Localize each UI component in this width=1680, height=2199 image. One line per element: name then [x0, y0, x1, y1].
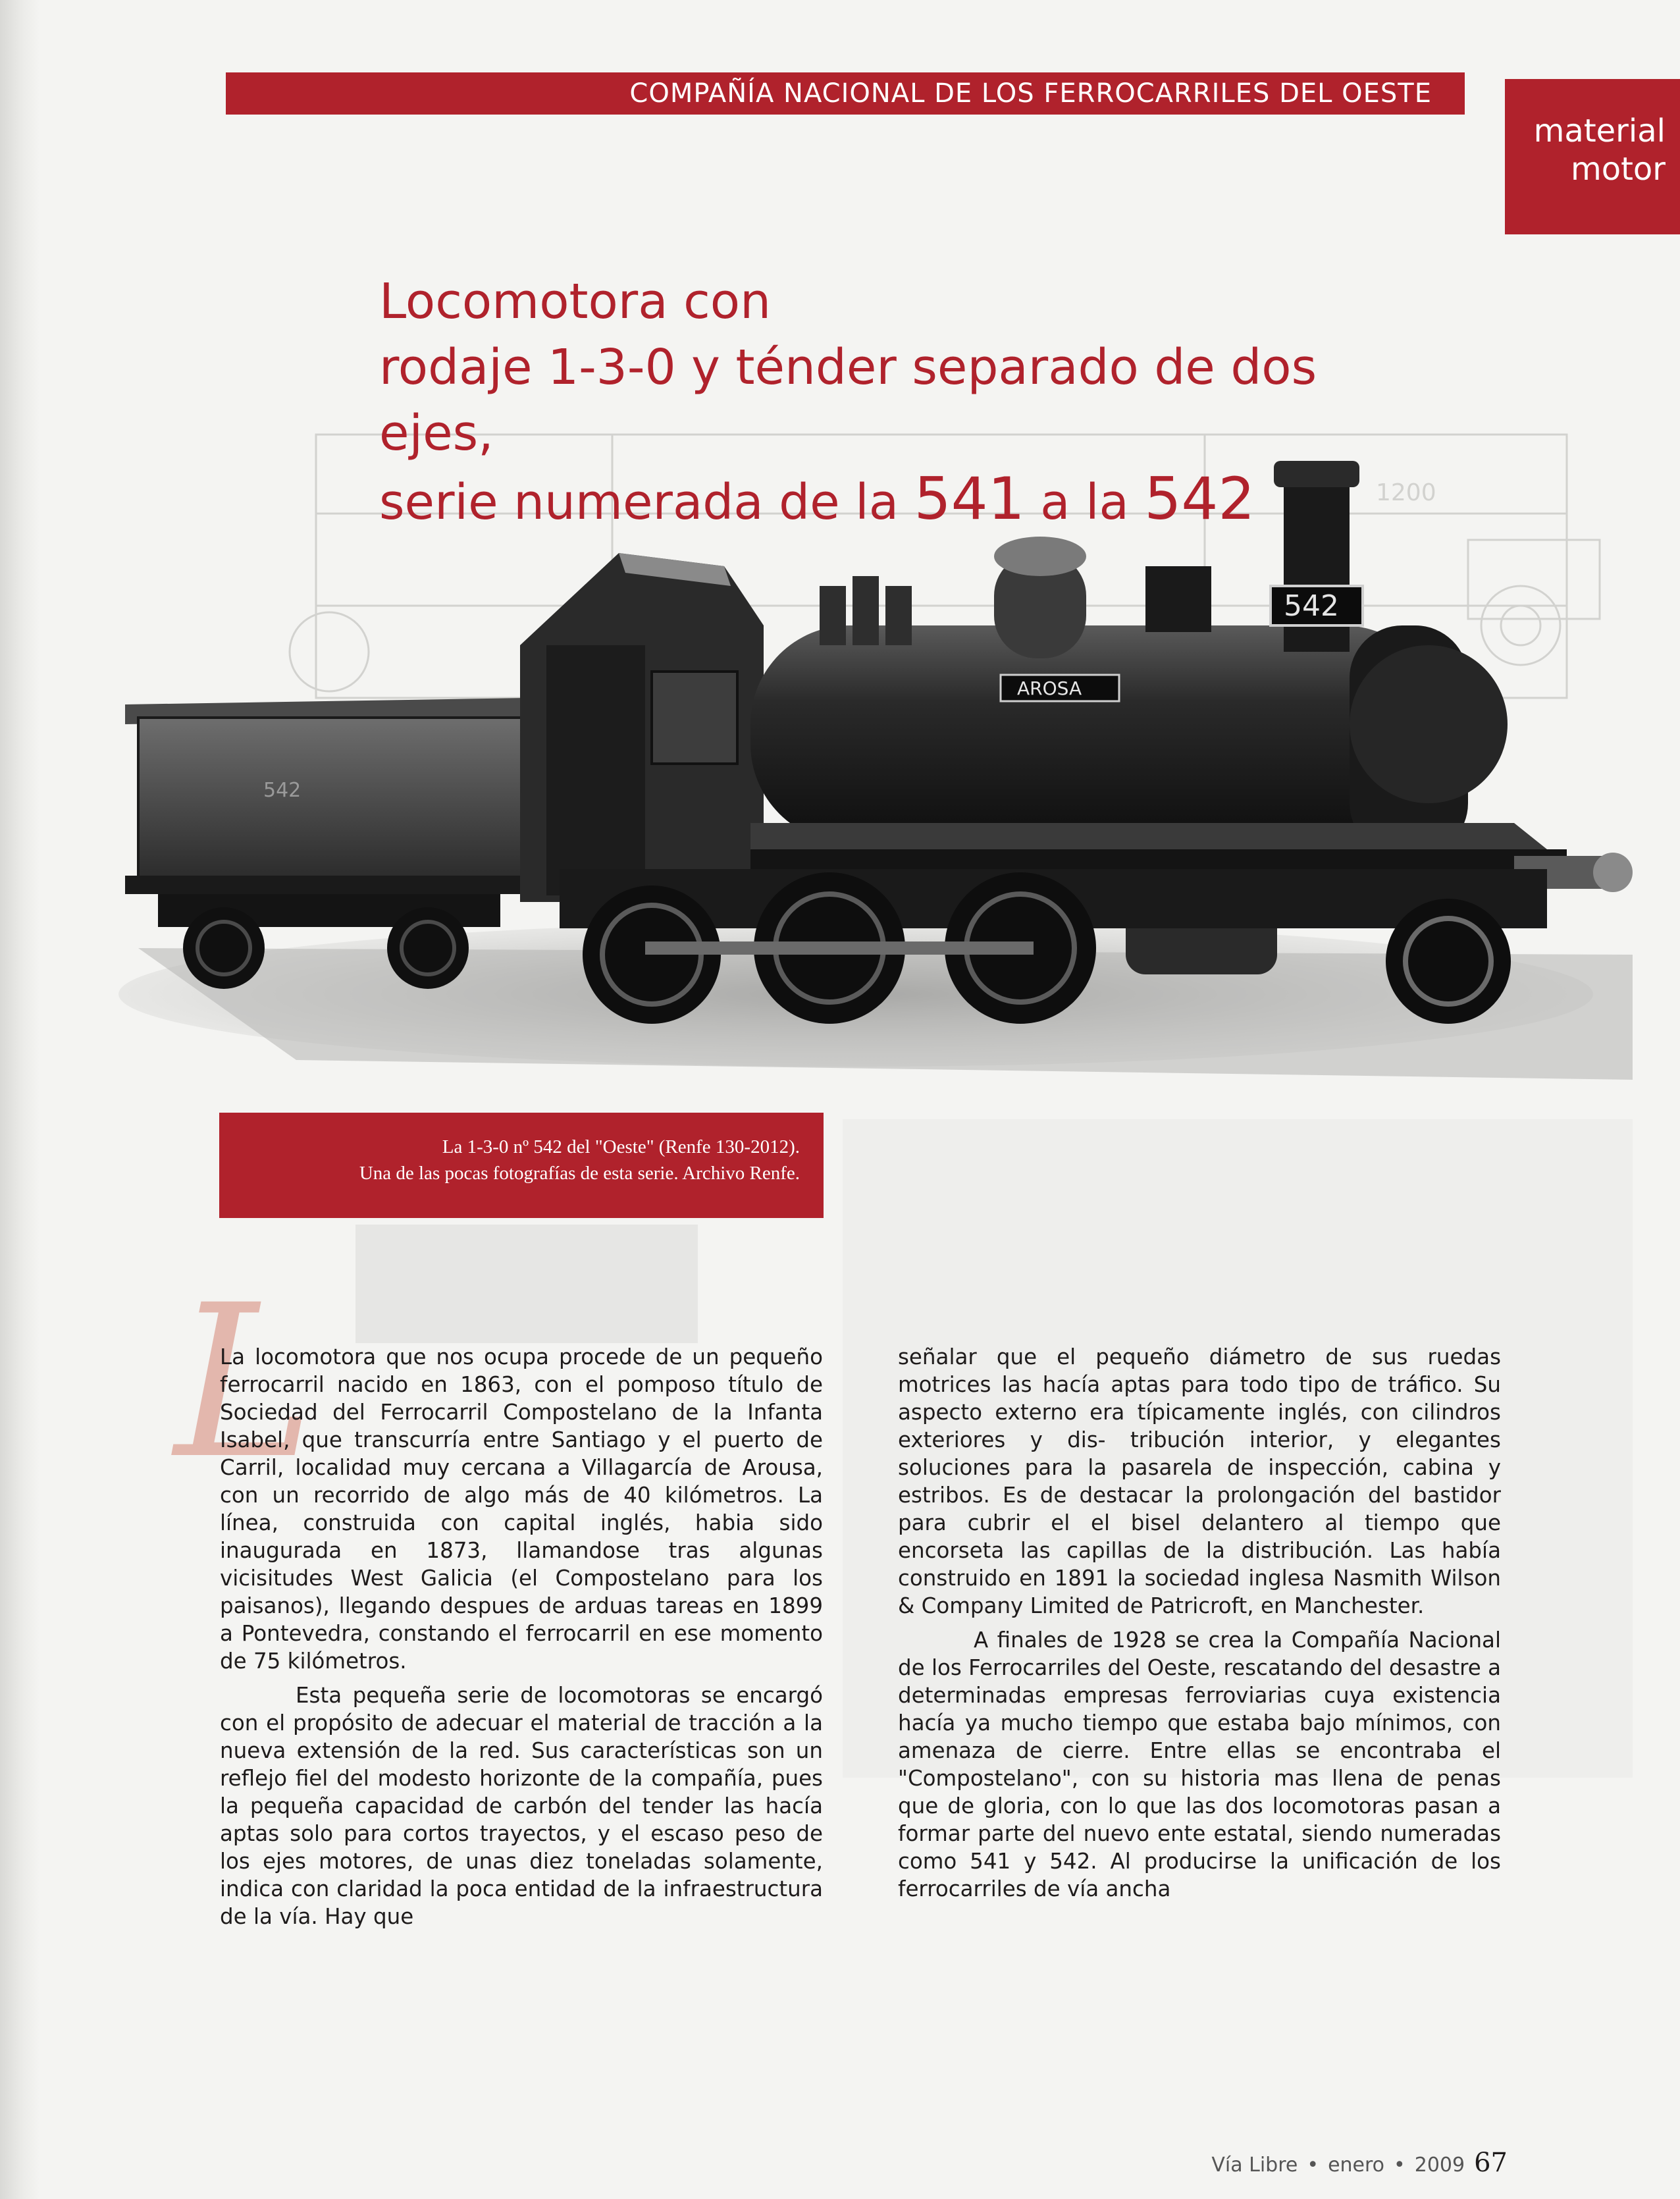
page-number: 67	[1474, 2148, 1508, 2178]
article-column-right	[898, 1343, 1501, 1903]
footer-separator: •	[1394, 2154, 1405, 2177]
headline-line3-text: serie numerada de la	[379, 473, 899, 531]
footer-publication: Vía Libre	[1211, 2154, 1298, 2177]
section-tab	[1505, 79, 1680, 234]
section-header-text: COMPAÑÍA NACIONAL DE LOS FERROCARRILES DEL OESTE	[629, 78, 1432, 109]
paragraph: Esta pequeña serie de locomotoras se encargó con el propósito de adecuar el material de tracción a la nueva extensión de la red. Sus características son un reflejo fiel del modesto horizonte de la compañía, pues la pequeña capacidad de carbón del tender las hacía aptas solo para cortos trayectos, y el escaso peso de los ejes motores, de unas diez toneladas solamente, indica con claridad la poca entidad de la infraestructura de la vía. Hay que	[220, 1683, 823, 1929]
footer-month: enero	[1328, 2154, 1385, 2177]
tender-number: 542	[263, 779, 302, 802]
section-tab-line2: motor	[1570, 151, 1666, 188]
drawing-label: 1200	[1376, 479, 1436, 506]
headline-line2: rodaje 1-3-0 y ténder separado de dos ejes,	[379, 338, 1317, 462]
footer-separator: •	[1307, 2154, 1319, 2177]
article-column-left	[220, 1343, 823, 1930]
ghost-image-block	[355, 1225, 698, 1343]
paragraph: señalar que el pequeño diámetro de sus ruedas motrices las hacía aptas para todo tipo de tráfico. Su aspecto externo era típicamente inglés, con cilindros exteriores y dis- tribución interior, y elegantes soluciones para la pasarela de inspección, cabina y estribos. Es de destacar la prolongación del bastidor para cubrir el el bisel delantero al tiempo que encorseta las capillas de la distribución. Las había construido en 1891 la sociedad inglesa Nasmith Wilson & Company Limited de Patricroft, en Manchester.	[898, 1344, 1501, 1618]
headline-num2: 542	[1144, 464, 1255, 533]
caption-line2: Una de las pocas fotografías de esta serie. Archivo Renfe.	[359, 1163, 800, 1184]
locomotive-photo	[99, 428, 1633, 1093]
number-plate: 542	[1284, 589, 1339, 623]
headline-num1: 541	[914, 464, 1025, 533]
headline-mid: a la	[1040, 473, 1129, 531]
page-edge-shadow	[0, 0, 39, 2199]
photo-caption	[219, 1113, 824, 1218]
footer-year: 2009	[1414, 2154, 1465, 2177]
page-footer	[1211, 2148, 1508, 2178]
cab	[520, 553, 764, 902]
name-plate: AROSA	[1017, 677, 1082, 699]
paragraph: A finales de 1928 se crea la Compañía Nacional de los Ferrocarriles del Oeste, rescatando del desastre a determinadas empresas ferroviarias cuya existencia hacía ya mucho tiempo que estaba bajo mínimos, con amenaza de cierre. Entre ellas se encontraba el "Compostelano", con su historia mas llena de penas que de gloria, con lo que las dos locomotoras pasan a formar parte del nuevo ente estatal, siendo numeradas como 541 y 542. Al producirse la unificación de los ferrocarriles de vía ancha	[898, 1628, 1501, 1901]
caption-line1: La 1-3-0 nº 542 del "Oeste" (Renfe 130-2012).	[442, 1136, 800, 1157]
section-header-bar	[226, 72, 1465, 115]
section-tab-line1: material	[1533, 113, 1666, 149]
drop-cap: L	[174, 1260, 315, 1505]
headline-line1: Locomotora con	[379, 273, 771, 330]
paragraph: La locomotora que nos ocupa procede de un pequeño ferrocarril nacido en 1863, con el pomposo título de Sociedad del Ferrocarril Compostelano de la Infanta Isabel, que transcurría entre Santiago y el puerto de Carril, localidad muy cercana a Villagarcía de Arousa, con un recorrido de algo más de 40 kilómetros. La línea, construida con capital inglés, habia sido inaugurada en 1873, llamandose tras algunas vicisitudes West Galicia (el Compostelano para los paisanos), llegando despues de arduas tareas en 1899 a Pontevedra, constando el ferrocarril en ese momento de 75 kilómetros.	[220, 1344, 823, 1674]
